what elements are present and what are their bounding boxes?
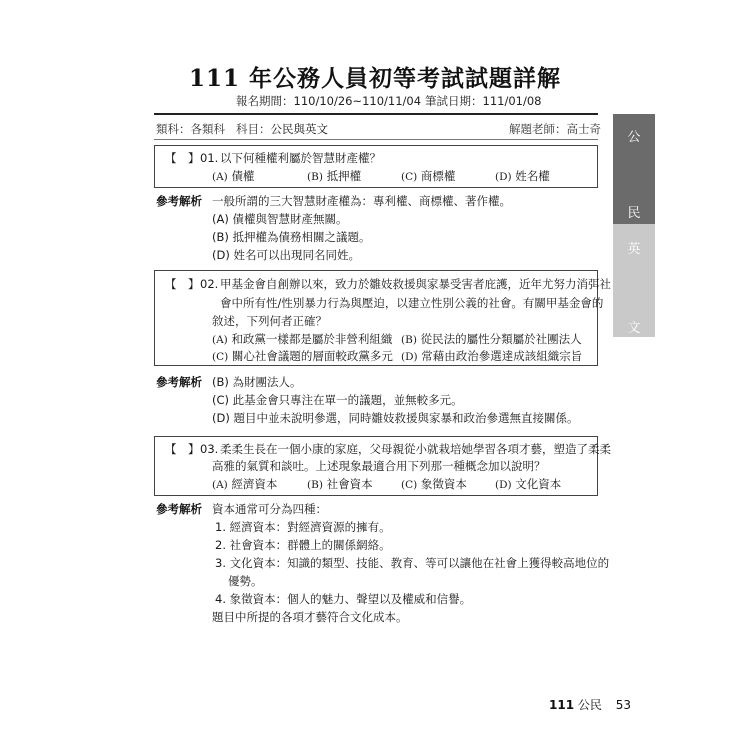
registration-period: 報名期間：110/10/26~110/11/04 <box>236 94 422 108</box>
side-tab-char: 英 <box>627 242 641 257</box>
answer-label: 參考解析 <box>156 502 202 516</box>
option-text: 關心社會議題的層面較政黨多元 <box>231 349 393 363</box>
subject: 公民與英文 <box>270 122 328 136</box>
answer-line: (B) 為財團法人。 <box>212 375 302 389</box>
question-box-02 <box>154 270 611 366</box>
side-tab-char: 民 <box>627 206 641 221</box>
page-footer <box>549 696 631 713</box>
option-text: 文化資本 <box>515 477 562 491</box>
option-mark: (D) <box>495 171 512 183</box>
answer-bracket: 【 】 <box>165 151 200 165</box>
answer-line: (C) 此基金會只專注在單一的議題，並無較多元。 <box>212 393 463 407</box>
answer-line: 題目中所提的各項才藝符合文化成本。 <box>212 610 408 624</box>
side-tab-char: 文 <box>627 321 641 336</box>
option-mark: (A) <box>212 479 228 491</box>
footer-section: 公民 <box>577 698 602 712</box>
option-text: 債權 <box>231 169 255 183</box>
option-text: 常藉由政治參選達成該組織宗旨 <box>421 349 583 363</box>
option-mark: (A) <box>212 334 228 346</box>
option-text: 從民法的屬性分類屬於社團法人 <box>420 332 582 346</box>
option-text: 姓名權 <box>515 169 550 183</box>
footer-year: 111 <box>549 698 575 712</box>
question-text: 敘述，下列何者正確？ <box>212 314 327 328</box>
answer-line: 1. 經濟資本：對經濟資源的擁有。 <box>215 520 391 534</box>
teacher: 解題老師：高士奇 <box>509 122 601 136</box>
answer-line: 3. 文化資本：知識的類型、技能、教育、等可以讓他在社會上獲得較高地位的 <box>215 556 610 570</box>
side-tab-english <box>613 224 655 337</box>
question-text: 柔柔生長在一個小康的家庭，父母親從小就栽培她學習各項才藝，塑造了柔柔 <box>220 442 611 456</box>
answer-bracket: 【 】 <box>165 277 200 291</box>
option-mark: (B) <box>307 479 323 491</box>
answer-line: (B) 抵押權為債務相關之議題。 <box>212 230 371 244</box>
answer-line: (D) 姓名可以出現同名同姓。 <box>212 248 360 262</box>
subject-label: 科目： <box>236 122 271 136</box>
option-mark: (B) <box>401 334 417 346</box>
answer-line: (A) 債權與智慧財產無關。 <box>212 212 348 226</box>
option-mark: (D) <box>401 351 418 363</box>
question-number: 03. <box>200 442 219 456</box>
question-text: 會中所有性/性別暴力行為與壓迫，以建立性別公義的社會。有關甲基金會的 <box>220 296 604 310</box>
meta-rule <box>154 139 598 140</box>
header-rule <box>154 113 598 115</box>
option-mark: (C) <box>212 351 229 363</box>
option-text: 抵押權 <box>326 169 362 183</box>
option-mark: (C) <box>401 171 418 183</box>
option-mark: (C) <box>401 479 418 491</box>
answer-bracket: 【 】 <box>165 442 200 456</box>
answer-line: (D) 題目中並未說明參選，同時雛妓救援與家暴和政治參選無直接關係。 <box>212 411 579 425</box>
question-number: 02. <box>200 277 219 291</box>
question-number: 01. <box>200 151 219 165</box>
option-text: 社會資本 <box>326 477 373 491</box>
option-mark: (D) <box>495 479 512 491</box>
question-text: 高雅的氣質和談吐。上述現象最適合用下列那一種概念加以說明？ <box>212 459 546 473</box>
question-box-03 <box>154 436 611 496</box>
option-text: 經濟資本 <box>231 477 278 491</box>
subject-line <box>236 121 328 137</box>
side-tab-civics <box>613 114 655 224</box>
question-box-01 <box>154 145 598 188</box>
option-text: 和政黨一樣都是屬於非營利組織 <box>231 332 393 346</box>
side-tab-char: 公 <box>627 130 641 145</box>
option-mark: (A) <box>212 171 228 183</box>
answer-label: 參考解析 <box>156 194 202 208</box>
answer-line: 一般所謂的三大智慧財產權為：專利權、商標權、著作權。 <box>212 194 511 208</box>
option-text: 象徵資本 <box>420 477 467 491</box>
answer-label: 參考解析 <box>156 375 202 389</box>
option-text: 商標權 <box>420 169 456 183</box>
question-text: 以下何種權利屬於智慧財產權？ <box>220 151 381 165</box>
exam-date: 筆試日期：111/01/08 <box>425 94 542 108</box>
answer-line: 優勢。 <box>228 574 263 588</box>
option-mark: (B) <box>307 171 323 183</box>
answer-line: 資本通常可分為四種： <box>212 502 327 516</box>
page-number: 53 <box>615 698 632 712</box>
answer-line: 4. 象徵資本：個人的魅力、聲望以及權威和信譽。 <box>215 592 472 606</box>
question-text: 甲基金會自創辦以來，致力於雛妓救援與家暴受害者庇護，近年尤努力消弭社 <box>220 277 611 291</box>
page-title: 111 年公務人員初等考試試題詳解 <box>188 65 562 92</box>
category: 類科：各類科 <box>156 122 225 136</box>
answer-line: 2. 社會資本：群體上的關係網絡。 <box>215 538 391 552</box>
